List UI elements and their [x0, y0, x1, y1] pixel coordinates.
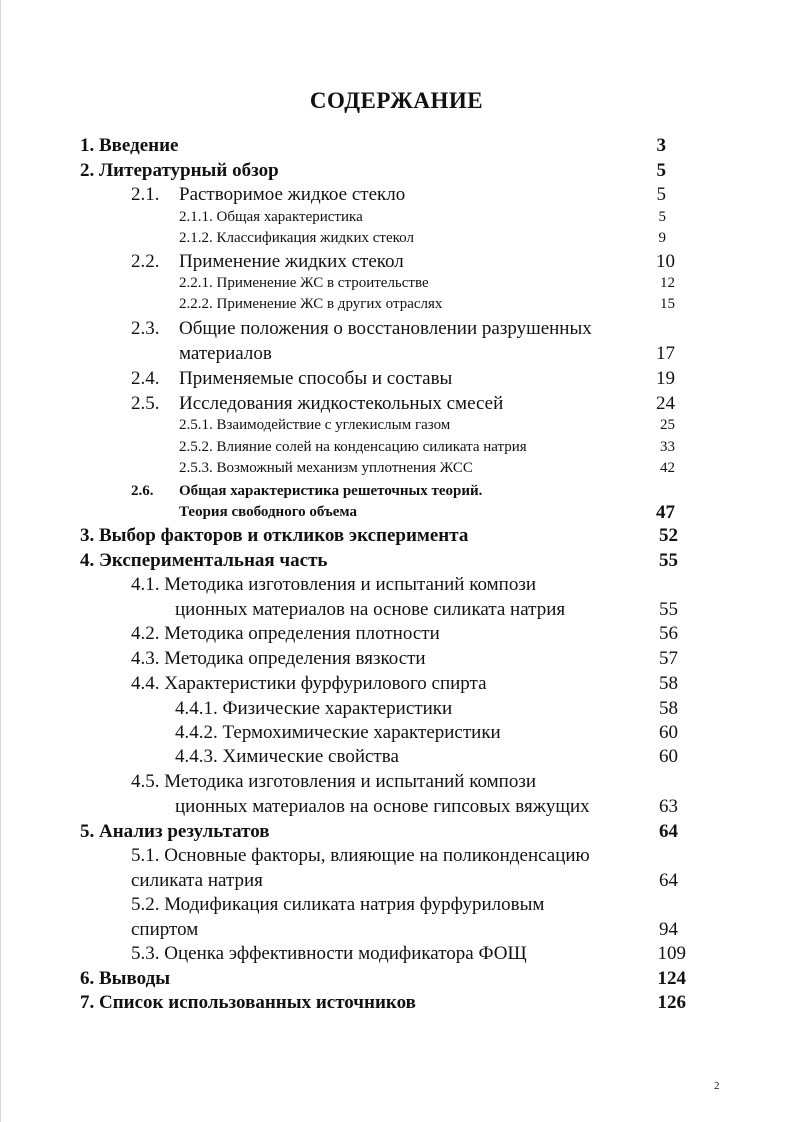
toc-entry-title: 2.1.1. Общая характеристика [179, 209, 363, 225]
toc-entry-page: 124 [657, 968, 686, 989]
toc-entry-title: 2.1.2. Классификация жидких стекол [179, 230, 414, 246]
toc-entry-number: 2.6. [131, 483, 154, 499]
toc-entry-page: 126 [657, 992, 686, 1013]
toc-entry-title: 2.2.2. Применение ЖС в других отраслях [179, 296, 443, 312]
toc-entry-page: 10 [656, 251, 675, 272]
toc-entry-page: 60 [659, 722, 678, 743]
toc-entry-title: 2.5.3. Возможный механизм уплотнения ЖСС [179, 460, 473, 476]
toc-entry-page: 58 [659, 673, 678, 694]
toc-entry-title: 3. Выбор факторов и откликов эксперимента [80, 525, 469, 546]
toc-entry-page: 17 [656, 343, 675, 364]
toc-entry-title: 5.1. Основные факторы, влияющие на поликонденсацию [131, 845, 590, 866]
toc-entry-title: 4.3. Методика определения вязкости [131, 648, 426, 669]
page-title: СОДЕРЖАНИЕ [309, 88, 484, 113]
toc-entry-page: 52 [659, 525, 678, 546]
toc-entry-page: 109 [657, 943, 686, 964]
toc-entry-page: 55 [659, 599, 678, 620]
toc-entry-title: Исследования жидкостекольных смесей [179, 393, 504, 414]
toc-entry-title: 2. Литературный обзор [80, 160, 279, 181]
toc-entry-page: 60 [659, 746, 678, 767]
toc-entry-title: 5.3. Оценка эффективности модификатора ФОЩ [131, 943, 527, 964]
toc-entry-title: 6. Выводы [80, 968, 171, 989]
toc-entry-page: 55 [659, 550, 678, 571]
toc-entry-page: 9 [658, 230, 666, 246]
toc-entry-title: 5. Анализ результатов [80, 821, 270, 842]
toc-entry-title-continued: силиката натрия [131, 870, 263, 891]
toc-entry-title: Общая характеристика решеточных теорий. [179, 483, 483, 499]
toc-entry-page: 3 [656, 135, 666, 156]
toc-entry-title: Применение жидких стекол [179, 251, 404, 272]
toc-entry-page: 5 [656, 160, 666, 181]
toc-entry-title: 7. Список использованных источников [80, 992, 416, 1013]
toc-entry-page: 5 [656, 184, 666, 205]
toc-entry-title: 5.2. Модификация силиката натрия фурфуриловым [131, 894, 545, 915]
toc-entry-title: Общие положения о восстановлении разрушенных [179, 318, 592, 339]
toc-entry-title: 4. Экспериментальная часть [80, 550, 328, 571]
toc-entry-page: 94 [659, 919, 678, 940]
toc-entry-page: 63 [659, 796, 678, 817]
toc-entry-page: 47 [656, 502, 675, 523]
toc-entry-page: 19 [656, 368, 675, 389]
toc-entry-page: 24 [656, 393, 675, 414]
toc-entry-title: 2.2.1. Применение ЖС в строительстве [179, 275, 429, 291]
toc-entry-number: 2.5. [131, 393, 160, 414]
toc-entry-page: 5 [658, 209, 666, 225]
toc-entry-page: 42 [660, 460, 675, 476]
toc-entry-page: 15 [660, 296, 675, 312]
toc-entry-title: 4.4.2. Термохимические характеристики [175, 722, 501, 743]
toc-entry-title: 2.5.2. Влияние солей на конденсацию силиката натрия [179, 439, 527, 455]
toc-entry-number: 2.2. [131, 251, 160, 272]
toc-entry-page: 64 [659, 870, 678, 891]
toc-entry-title-continued: Теория свободного объема [179, 504, 358, 520]
toc-entry-title-continued: ционных материалов на основе силиката натрия [175, 599, 566, 620]
toc-entry-title: 2.5.1. Взаимодействие с углекислым газом [179, 417, 451, 433]
toc-entry-page: 25 [660, 417, 675, 433]
toc-entry-title: 4.2. Методика определения плотности [131, 623, 440, 644]
toc-entry-title-continued: спиртом [131, 919, 199, 940]
toc-entry-title: 4.4. Характеристики фурфурилового спирта [131, 673, 487, 694]
toc-entry-title-continued: ционных материалов на основе гипсовых вяжущих [175, 796, 590, 817]
toc-entry-page: 56 [659, 623, 678, 644]
toc-entry-page: 12 [660, 275, 675, 291]
toc-entry-title: Применяемые способы и составы [179, 368, 453, 389]
toc-entry-page: 57 [659, 648, 678, 669]
toc-entry-page: 64 [659, 821, 678, 842]
page-edge [0, 0, 1, 1122]
toc-entry-title-continued: материалов [179, 343, 272, 364]
toc-entry-title: 4.4.3. Химические свойства [175, 746, 399, 767]
toc-entry-title: 4.4.1. Физические характеристики [175, 698, 453, 719]
toc-entry-number: 2.1. [131, 184, 160, 205]
toc-entry-number: 2.3. [131, 318, 160, 339]
toc-entry-title: 4.1. Методика изготовления и испытаний компози [131, 574, 536, 595]
toc-entry-title: 4.5. Методика изготовления и испытаний компози [131, 771, 536, 792]
toc-entry-title: Растворимое жидкое стекло [179, 184, 406, 205]
toc-entry-number: 2.4. [131, 368, 160, 389]
page-number: 2 [714, 1080, 720, 1092]
toc-entry-page: 58 [659, 698, 678, 719]
toc-entry-page: 33 [660, 439, 675, 455]
toc-entry-title: 1. Введение [80, 135, 179, 156]
